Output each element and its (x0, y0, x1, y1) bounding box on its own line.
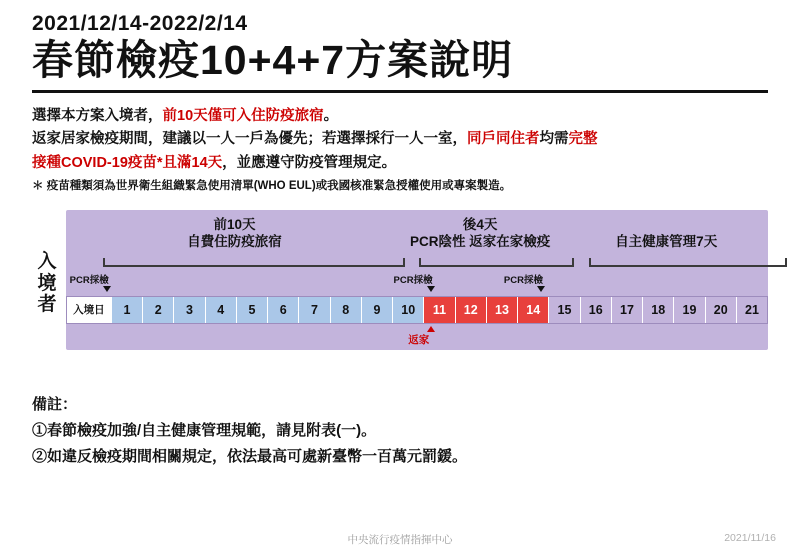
day-cell: 20 (706, 297, 737, 323)
day-strip (66, 296, 768, 324)
day-cell: 12 (456, 297, 487, 323)
pcr-label-1: PCR採檢 (69, 274, 109, 286)
phase-bracket-1 (103, 258, 405, 267)
notice-line-3-highlight: 接種COVID-19疫苗*且滿14天 (32, 154, 223, 171)
date-range: 2021/12/14-2022/2/14 (32, 12, 248, 35)
notice-line-1-highlight: 前10天僅可入住防疫旅宿 (162, 107, 324, 124)
title-divider (32, 90, 768, 93)
day-cell: 4 (206, 297, 237, 323)
day-cell: 1 (112, 297, 143, 323)
timeline-phase-labels (66, 216, 768, 260)
phase-label-2-line1: 後4天 (462, 216, 498, 232)
notice-line-3-text-b: ，並應遵守防疫管理規定。 (222, 154, 397, 171)
phase-label-1-line1: 前10天 (213, 216, 256, 232)
phase-label-2-line2: PCR陰性 返家在家檢疫 (410, 234, 551, 250)
phase-label-2 (396, 216, 564, 252)
pcr-label-3: PCR採檢 (503, 274, 543, 286)
phase-label-1 (80, 216, 389, 252)
notice-line-2-highlight: 同戶同住者 (467, 131, 540, 148)
remarks-block (32, 392, 768, 471)
notice-line-2-text-a: 返家居家檢疫期間，建議以一人一戶為優先；若選擇採行一人一室， (32, 131, 467, 148)
notice-line-1-text-a: 選擇本方案入境者， (32, 107, 163, 124)
phase-label-1-line2: 自費住防疫旅宿 (187, 234, 282, 250)
phase-bracket-2 (419, 258, 574, 267)
day-cell: 18 (643, 297, 674, 323)
page-title: 春節檢疫10+4+7方案說明 (32, 37, 514, 83)
footer-organization: 中央流行疫情指揮中心 (347, 534, 453, 546)
day-cell: 21 (737, 297, 767, 323)
notice-line-1-text-b: 。 (323, 107, 339, 124)
pcr-arrow-2 (427, 286, 435, 292)
day-cell: 9 (362, 297, 393, 323)
remarks-title: 備註： (32, 395, 78, 413)
pcr-arrow-3 (537, 286, 545, 292)
day-cell: 16 (581, 297, 612, 323)
remarks-item-2: ②如違反檢疫期間相關規定，依法最高可處新臺幣一百萬元罰鍰。 (32, 448, 468, 466)
day-cell: 3 (174, 297, 205, 323)
footer (0, 532, 800, 548)
notice-line-3 (32, 152, 768, 175)
remarks-item-1: ①春節檢疫加強/自主健康管理規範，請見附表(一)。 (32, 421, 377, 439)
pcr-arrow-1 (103, 286, 111, 292)
day-cell: 13 (487, 297, 518, 323)
notice-line-2-text-c: 均需 (539, 131, 569, 148)
day-cell-entry: 入境日 (67, 297, 112, 323)
day-cell: 2 (143, 297, 174, 323)
day-cell: 11 (424, 297, 455, 323)
timeline (32, 210, 768, 362)
day-cell: 8 (331, 297, 362, 323)
return-label: 返家 (408, 333, 430, 346)
phase-label-3 (571, 233, 761, 251)
day-cell: 14 (518, 297, 549, 323)
timeline-side-label: 入境者 (37, 251, 57, 316)
day-cell: 6 (268, 297, 299, 323)
day-cell: 7 (299, 297, 330, 323)
day-cell: 15 (549, 297, 580, 323)
day-cell: 5 (237, 297, 268, 323)
day-cell: 10 (393, 297, 424, 323)
notice-block (32, 105, 768, 196)
day-cell: 17 (612, 297, 643, 323)
pcr-label-2: PCR採檢 (393, 274, 433, 286)
notice-line-1 (32, 105, 768, 128)
footer-date: 2021/11/16 (724, 532, 776, 544)
notice-line-2 (32, 128, 768, 151)
day-cell: 19 (674, 297, 705, 323)
phase-bracket-3 (589, 258, 788, 267)
notice-line-2-highlight-2: 完整 (568, 131, 598, 148)
notice-footnote: ＊ 疫苗種類須為世界衛生組織緊急使用清單(WHO EUL)或我國核准緊急授權使用或專案製造。 (32, 180, 512, 193)
phase-label-3-line1: 自主健康管理7天 (615, 233, 718, 249)
